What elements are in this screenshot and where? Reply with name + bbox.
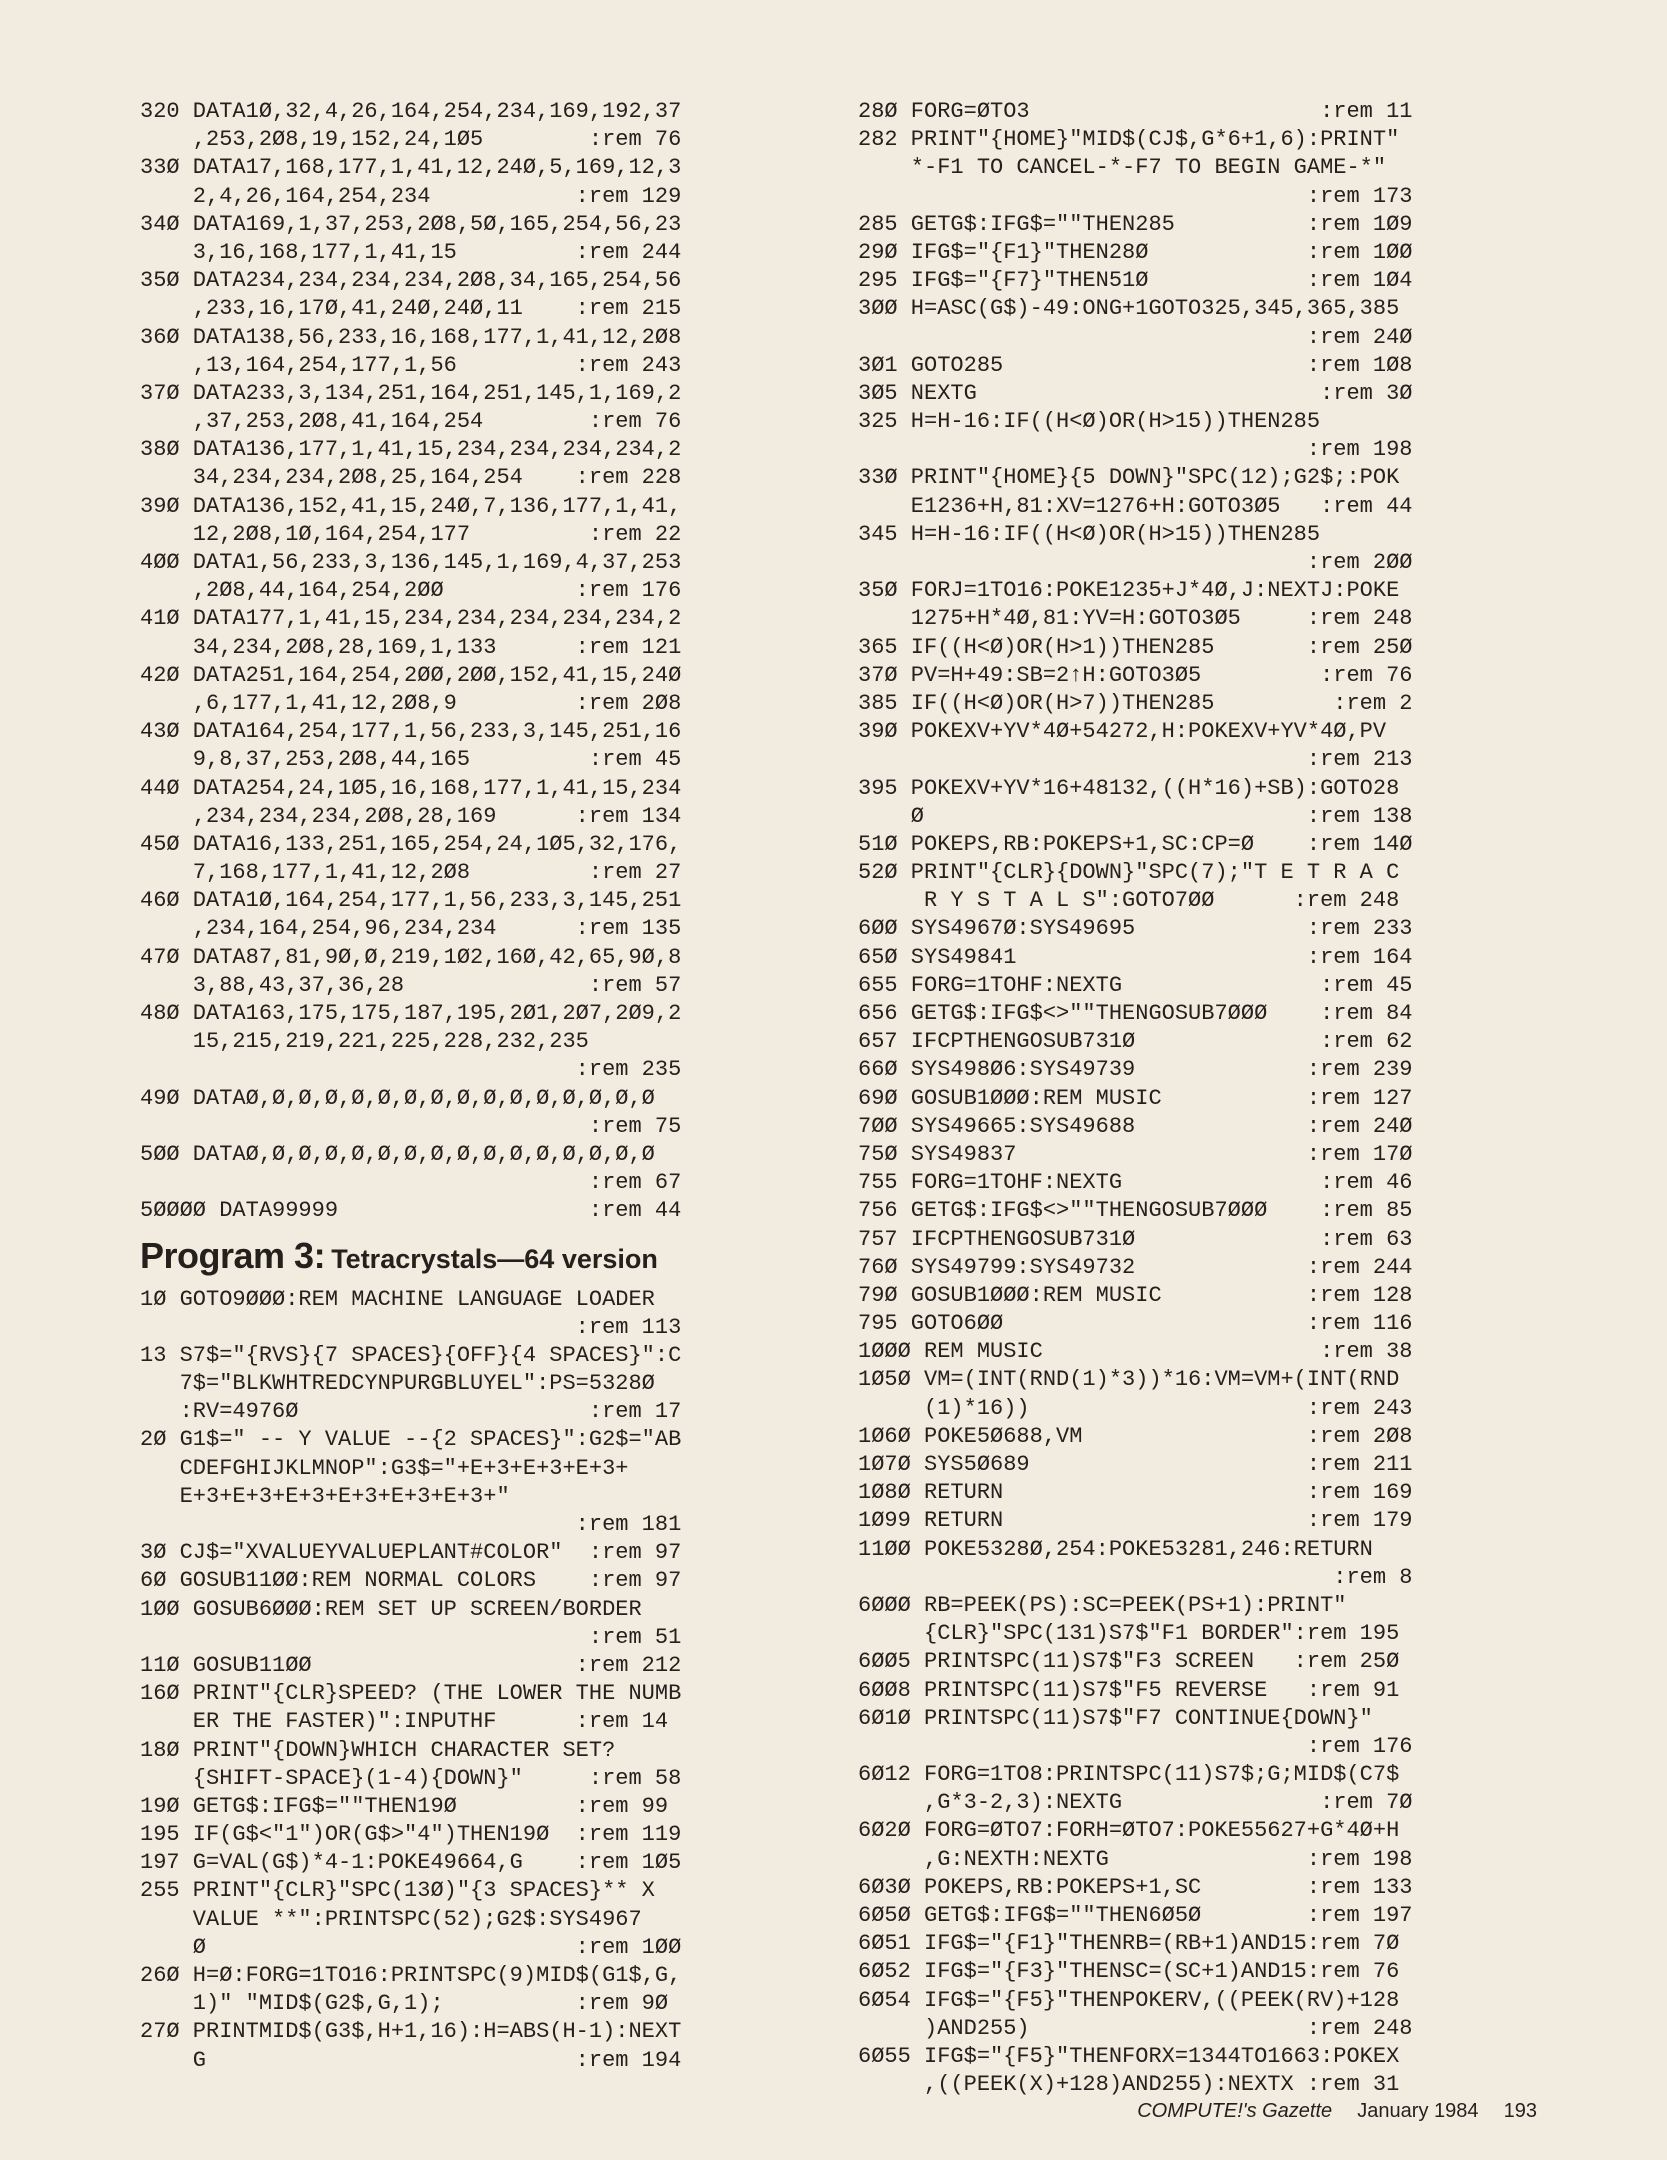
code-line: VALUE **":PRINTSPC(52);G2$:SYS4967 [140,1906,642,1932]
code-line: :rem 198 [858,437,1413,463]
code-line: :rem 213 [858,747,1413,773]
code-line: 43Ø DATA164,254,177,1,56,233,3,145,251,16 [140,719,682,745]
code-line: 1ØØ GOSUB6ØØØ:REM SET UP SCREEN/BORDER [140,1596,642,1622]
code-line: 6ØØ5 PRINTSPC(11)S7$"F3 SCREEN :rem 25Ø [858,1649,1400,1675]
code-line: 2,4,26,164,254,234 :rem 129 [140,183,682,209]
program-subtitle: Tetracrystals—64 version [331,1243,658,1274]
code-line: 13 S7$="{RVS}{7 SPACES}{OFF}{4 SPACES}":C [140,1342,682,1368]
code-line: ER THE FASTER)":INPUTHF :rem 14 [140,1709,669,1735]
code-line: 1Ø8Ø RETURN :rem 169 [858,1480,1413,1506]
code-line: ,6,177,1,41,12,2Ø8,9 :rem 2Ø8 [140,690,682,716]
code-line: *-F1 TO CANCEL-*-F7 TO BEGIN GAME-*" [858,155,1387,181]
code-line: 79Ø GOSUB1ØØØ:REM MUSIC :rem 128 [858,1282,1413,1308]
code-line: 33Ø PRINT"{HOME}{5 DOWN}"SPC(12);G2$;:POK [858,465,1400,491]
code-line: 6ØØØ RB=PEEK(PS):SC=PEEK(PS+1):PRINT" [858,1592,1347,1618]
code-line: 35Ø FORJ=1TO16:POKE1235+J*4Ø,J:NEXTJ:POKE [858,578,1400,604]
code-line: )AND255) :rem 248 [858,2015,1413,2041]
code-line: 65Ø SYS49841 :rem 164 [858,944,1413,970]
code-line: 1Ø5Ø VM=(INT(RND(1)*3))*16:VM=VM+(INT(RND [858,1367,1400,1393]
left-column [140,98,830,2075]
code-line: 5ØØ DATAØ,Ø,Ø,Ø,Ø,Ø,Ø,Ø,Ø,Ø,Ø,Ø,Ø,Ø,Ø,Ø [140,1141,655,1167]
code-line: 756 GETG$:IFG$<>""THENGOSUB7ØØØ :rem 85 [858,1198,1413,1224]
code-line: 52Ø PRINT"{CLR}{DOWN}"SPC(7);"T E T R A C [858,860,1400,886]
code-line: 7ØØ SYS49665:SYS49688 :rem 24Ø [858,1113,1413,1139]
code-line: ,233,16,17Ø,41,24Ø,24Ø,11 :rem 215 [140,296,682,322]
code-line: 1Ø6Ø POKE5Ø688,VM :rem 2Ø8 [858,1423,1413,1449]
program-3-listing-part-2 [858,98,1558,2099]
code-line: 6Ø12 FORG=1TO8:PRINTSPC(11)S7$;G;MID$(C7$ [858,1762,1400,1788]
code-line: 39Ø POKEXV+YV*4Ø+54272,H:POKEXV+YV*4Ø,PV [858,719,1387,745]
code-line: 76Ø SYS49799:SYS49732 :rem 244 [858,1254,1413,1280]
code-line: :rem 8 [858,1564,1413,1590]
code-line: Ø :rem 1ØØ [140,1934,682,1960]
code-line: 6Ø51 IFG$="{F1}"THENRB=(RB+1)AND15:rem 7Ø [858,1931,1400,1957]
code-line: 34,234,234,2Ø8,25,164,254 :rem 228 [140,465,682,491]
program-2-continuation-listing [140,98,830,1226]
code-line: 47Ø DATA87,81,9Ø,Ø,219,1Ø2,16Ø,42,65,9Ø,8 [140,944,682,970]
code-line: 6Ø GOSUB11ØØ:REM NORMAL COLORS :rem 97 [140,1568,682,1594]
code-line: (1)*16)) :rem 243 [858,1395,1413,1421]
code-line: 282 PRINT"{HOME}"MID$(CJ$,G*6+1,6):PRINT" [858,127,1400,153]
code-line: 795 GOTO6ØØ :rem 116 [858,1311,1413,1337]
code-line: 18Ø PRINT"{DOWN}WHICH CHARACTER SET? [140,1737,616,1763]
code-line: ,2Ø8,44,164,254,2ØØ :rem 176 [140,578,682,604]
code-line: 655 FORG=1TOHF:NEXTG :rem 45 [858,972,1413,998]
code-line: 16Ø PRINT"{CLR}SPEED? (THE LOWER THE NUMB [140,1681,682,1707]
code-line: 6ØØ8 PRINTSPC(11)S7$"F5 REVERSE :rem 91 [858,1677,1400,1703]
code-line: 7$="BLKWHTREDCYNPURGBLUYEL":PS=5328Ø [140,1371,655,1397]
code-line: 656 GETG$:IFG$<>""THENGOSUB7ØØØ :rem 84 [858,1001,1413,1026]
code-line: 12,2Ø8,1Ø,164,254,177 :rem 22 [140,521,682,547]
code-line: 6Ø55 IFG$="{F5}"THENFORX=1344TO1663:POKEX [858,2043,1400,2069]
code-line: 385 IF((H<Ø)OR(H>7))THEN285 :rem 2 [858,690,1413,716]
issue-date: January 1984 [1357,2100,1479,2122]
code-line: 51Ø POKEPS,RB:POKEPS+1,SC:CP=Ø :rem 14Ø [858,831,1413,857]
right-column [858,98,1558,2099]
code-line: 7,168,177,1,41,12,2Ø8 :rem 27 [140,860,682,886]
code-line: 34,234,2Ø8,28,169,1,133 :rem 121 [140,634,682,660]
code-line: 1Ø7Ø SYS5Ø689 :rem 211 [858,1452,1413,1477]
code-line: 3Ø5 NEXTG :rem 3Ø [858,380,1413,406]
code-line: 48Ø DATA163,175,175,187,195,2Ø1,2Ø7,2Ø9,2 [140,1001,682,1026]
code-line: 45Ø DATA16,133,251,165,254,24,1Ø5,32,176, [140,831,682,857]
code-line: 37Ø DATA233,3,134,251,164,251,145,1,169,2 [140,380,682,406]
code-line: ,13,164,254,177,1,56 :rem 243 [140,352,682,378]
code-line: 3Ø1 GOTO285 :rem 1Ø8 [858,352,1413,378]
program-3-listing-part-1 [140,1286,830,2075]
code-line: 3ØØ H=ASC(G$)-49:ONG+1GOTO325,345,365,385 [858,296,1400,322]
code-line: :rem 24Ø [858,324,1413,350]
code-line: 37Ø PV=H+49:SB=2↑H:GOTO3Ø5 :rem 76 [858,662,1413,688]
code-line: 1275+H*4Ø,81:YV=H:GOTO3Ø5 :rem 248 [858,606,1413,632]
code-line: 365 IF((H<Ø)OR(H>1))THEN285 :rem 25Ø [858,634,1413,660]
code-line: 285 GETG$:IFG$=""THEN285 :rem 1Ø9 [858,211,1413,237]
code-line: 3,16,168,177,1,41,15 :rem 244 [140,239,682,265]
code-line: 44Ø DATA254,24,1Ø5,16,168,177,1,41,15,234 [140,775,682,801]
page-number: 193 [1503,2100,1537,2122]
code-line: Ø :rem 138 [858,803,1413,829]
code-line: ,G:NEXTH:NEXTG :rem 198 [858,1846,1413,1872]
code-line: 11ØØ POKE5328Ø,254:POKE53281,246:RETURN [858,1536,1373,1562]
code-line: 11Ø GOSUB11ØØ :rem 212 [140,1652,682,1678]
code-line: 42Ø DATA251,164,254,2ØØ,2ØØ,152,41,15,24Ø [140,662,682,688]
code-line: ,37,253,2Ø8,41,164,254 :rem 76 [140,409,682,435]
code-line: 6Ø2Ø FORG=ØTO7:FORH=ØTO7:POKE55627+G*4Ø+H [858,1818,1400,1844]
code-line: :rem 51 [140,1624,682,1650]
code-line: 395 POKEXV+YV*16+48132,((H*16)+SB):GOTO28 [858,775,1400,801]
code-line: 6Ø52 IFG$="{F3}"THENSC=(SC+1)AND15:rem 76 [858,1959,1400,1985]
code-line: 1Ø GOTO9ØØØ:REM MACHINE LANGUAGE LOADER [140,1286,655,1312]
code-line: 5ØØØØ DATA99999 :rem 44 [140,1198,682,1224]
code-line: :rem 2ØØ [858,550,1413,575]
code-line: 69Ø GOSUB1ØØØ:REM MUSIC :rem 127 [858,1085,1413,1111]
magazine-name: COMPUTE!'s Gazette [1137,2100,1333,2122]
code-line: 41Ø DATA177,1,41,15,234,234,234,234,234,2 [140,606,682,632]
code-line: 1)" "MID$(G2$,G,1); :rem 9Ø [140,1991,669,2017]
code-line: 6Ø1Ø PRINTSPC(11)S7$"F7 CONTINUE{DOWN}" [858,1705,1373,1731]
code-line: ,234,164,254,96,234,234 :rem 135 [140,916,682,942]
code-line: ,G*3-2,3):NEXTG :rem 7Ø [858,1790,1413,1816]
code-line: 38Ø DATA136,177,1,41,15,234,234,234,234,2 [140,437,682,463]
code-line: E1236+H,81:XV=1276+H:GOTO3Ø5 :rem 44 [858,493,1413,519]
code-line: 6ØØ SYS4967Ø:SYS49695 :rem 233 [858,916,1413,942]
code-line: E+3+E+3+E+3+E+3+E+3+E+3+" [140,1483,510,1509]
code-line: :rem 67 [140,1170,682,1196]
code-line: ,253,2Ø8,19,152,24,1Ø5 :rem 76 [140,127,682,153]
code-line: :rem 75 [140,1113,682,1139]
code-line: 49Ø DATAØ,Ø,Ø,Ø,Ø,Ø,Ø,Ø,Ø,Ø,Ø,Ø,Ø,Ø,Ø,Ø [140,1085,655,1111]
code-line: 33Ø DATA17,168,177,1,41,12,24Ø,5,169,12,3 [140,155,682,181]
code-line: 39Ø DATA136,152,41,15,24Ø,7,136,177,1,41, [140,493,682,519]
code-line: 657 IFCPTHENGOSUB731Ø :rem 62 [858,1029,1413,1055]
code-line: 757 IFCPTHENGOSUB731Ø :rem 63 [858,1226,1413,1252]
code-line: 66Ø SYS498Ø6:SYS49739 :rem 239 [858,1057,1413,1083]
program-number: Program 3: [140,1234,326,1276]
code-line: 6Ø5Ø GETG$:IFG$=""THEN6Ø5Ø :rem 197 [858,1903,1413,1928]
page-footer [1137,2100,1537,2123]
code-line: 2Ø G1$=" -- Y VALUE --{2 SPACES}":G2$="AB [140,1427,682,1453]
code-line: 75Ø SYS49837 :rem 17Ø [858,1141,1413,1167]
code-line: 6Ø54 IFG$="{F5}"THENPOKERV,((PEEK(RV)+128 [858,1987,1400,2013]
code-line: :rem 181 [140,1512,682,1537]
code-line: 34Ø DATA169,1,37,253,2Ø8,5Ø,165,254,56,23 [140,211,682,237]
code-line: ,234,234,234,2Ø8,28,169 :rem 134 [140,803,682,829]
code-line: {CLR}"SPC(131)S7$"F1 BORDER":rem 195 [858,1621,1400,1647]
code-line: 28Ø FORG=ØTO3 :rem 11 [858,99,1413,124]
code-line: 35Ø DATA234,234,234,234,2Ø8,34,165,254,56 [140,268,682,294]
code-line: 3,88,43,37,36,28 :rem 57 [140,972,682,998]
code-line: 4ØØ DATA1,56,233,3,136,145,1,169,4,37,253 [140,550,682,575]
code-line: 15,215,219,221,225,228,232,235 [140,1029,589,1055]
code-line: 9,8,37,253,2Ø8,44,165 :rem 45 [140,747,682,773]
code-line: :rem 235 [140,1057,682,1083]
code-line: 255 PRINT"{CLR}"SPC(13Ø)"{3 SPACES}** X [140,1878,655,1904]
code-line: 320 DATA1Ø,32,4,26,164,254,234,169,192,37 [140,99,682,124]
code-line: 755 FORG=1TOHF:NEXTG :rem 46 [858,1170,1413,1196]
code-line: 36Ø DATA138,56,233,16,168,177,1,41,12,2Ø8 [140,324,682,350]
code-line: 3Ø CJ$="XVALUEYVALUEPLANT#COLOR" :rem 97 [140,1540,682,1566]
code-line: 19Ø GETG$:IFG$=""THEN19Ø :rem 99 [140,1793,669,1819]
code-line: 46Ø DATA1Ø,164,254,177,1,56,233,3,145,251 [140,888,682,914]
code-line: 1Ø99 RETURN :rem 179 [858,1508,1413,1534]
code-line: ,((PEEK(X)+128)AND255):NEXTX :rem 31 [858,2072,1400,2098]
code-line: 27Ø PRINTMID$(G3$,H+1,16):H=ABS(H-1):NEXT [140,2019,682,2045]
code-line: G :rem 194 [140,2047,682,2073]
code-line: R Y S T A L S":GOTO7ØØ :rem 248 [858,888,1400,914]
code-line: 29Ø IFG$="{F1}"THEN28Ø :rem 1ØØ [858,239,1413,265]
program-3-heading [140,1228,830,1284]
code-line: {SHIFT-SPACE}(1-4){DOWN}" :rem 58 [140,1765,682,1791]
code-line: 195 IF(G$<"1")OR(G$>"4")THEN19Ø :rem 119 [140,1822,682,1848]
code-line: :RV=4976Ø :rem 17 [140,1399,682,1425]
code-line: 295 IFG$="{F7}"THEN51Ø :rem 1Ø4 [858,268,1413,294]
code-line: 345 H=H-16:IF((H<Ø)OR(H>15))THEN285 [858,521,1321,547]
code-line: 197 G=VAL(G$)*4-1:POKE49664,G :rem 1Ø5 [140,1850,682,1876]
code-line: 1ØØØ REM MUSIC :rem 38 [858,1339,1413,1365]
code-line: 325 H=H-16:IF((H<Ø)OR(H>15))THEN285 [858,409,1321,435]
code-line: 6Ø3Ø POKEPS,RB:POKEPS+1,SC :rem 133 [858,1874,1413,1900]
code-line: :rem 176 [858,1733,1413,1759]
code-line: CDEFGHIJKLMNOP":G3$="+E+3+E+3+E+3+ [140,1455,629,1481]
code-line: 26Ø H=Ø:FORG=1TO16:PRINTSPC(9)MID$(G1$,G, [140,1963,682,1988]
code-line: :rem 113 [140,1314,682,1340]
code-line: :rem 173 [858,183,1413,209]
